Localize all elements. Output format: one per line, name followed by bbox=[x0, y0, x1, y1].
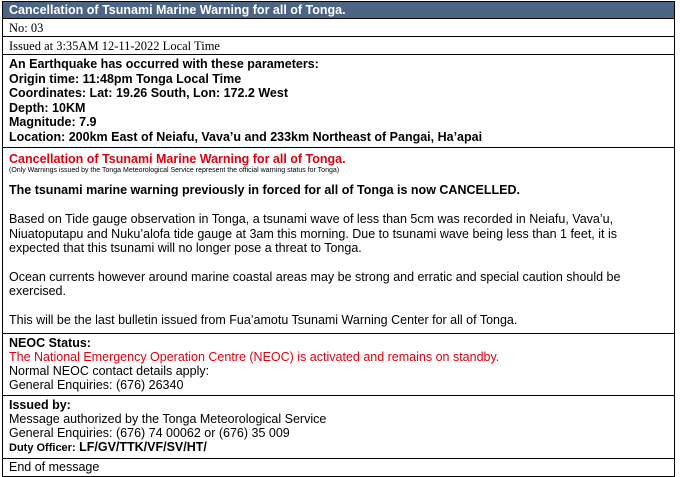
bulletin-header bbox=[3, 2, 674, 19]
neoc-status-text: The National Emergency Operation Centre (NEOC) is activated and remains on standby. bbox=[9, 350, 500, 364]
end-of-message-row bbox=[3, 459, 674, 476]
earthquake-intro: An Earthquake has occurred with these parameters: bbox=[9, 57, 319, 71]
warning-paragraph-observation: Based on Tide gauge observation in Tonga, a tsunami wave of less than 5cm was recorded in Neiafu, Vava’u, Niuatoputapu and Nuku’alofa tide gauge at 3am this morning. Due to tsunami wave being less than 1 feet, it is expected that this tsunami will no longer pose a threat to Tonga. bbox=[9, 212, 618, 255]
location: Location: 200km East of Neiafu, Vava’u and 233km Northeast of Pangai, Ha’apai bbox=[9, 129, 483, 144]
duty-officer-line bbox=[9, 440, 668, 455]
issued-at-row bbox=[3, 37, 674, 55]
issued-by-label: Issued by: bbox=[9, 398, 71, 412]
issued-by-enquiries: General Enquiries: (676) 74 00062 or (676) 35 009 bbox=[9, 426, 290, 440]
bulletin-header-title: Cancellation of Tsunami Marine Warning for all of Tonga. bbox=[9, 3, 346, 17]
neoc-status-label: NEOC Status: bbox=[9, 336, 91, 350]
earthquake-parameters bbox=[3, 55, 674, 148]
coordinates: Coordinates: Lat: 19.26 South, Lon: 172.2 West bbox=[9, 86, 288, 100]
depth: Depth: 10KM bbox=[9, 100, 86, 115]
warning-section bbox=[3, 148, 674, 334]
bulletin-document bbox=[2, 1, 675, 477]
neoc-status-section bbox=[3, 334, 674, 396]
issued-by-authorized: Message authorized by the Tonga Meteorological Service bbox=[9, 412, 327, 426]
warning-paragraph-currents: Ocean currents however around marine coastal areas may be strong and erratic and special caution should be exercised. bbox=[9, 269, 621, 298]
warning-paragraph-last-bulletin: This will be the last bulletin issued from Fua’amotu Tsunami Warning Center for all of Tonga. bbox=[9, 312, 518, 327]
end-of-message: End of message bbox=[9, 460, 100, 474]
warning-headline: The tsunami marine warning previously in forced for all of Tonga is now CANCELLED. bbox=[9, 183, 520, 197]
origin-time: Origin time: 11:48pm Tonga Local Time bbox=[9, 71, 242, 86]
bulletin-number: No: 03 bbox=[9, 21, 44, 35]
duty-officer-label: Duty Officer: bbox=[9, 442, 76, 454]
issued-at: Issued at 3:35AM 12-11-2022 Local Time bbox=[9, 39, 220, 53]
warning-note: (Only Warnings issued by the Tonga Meteorological Service represent the official warning status for Tonga) bbox=[9, 167, 340, 174]
neoc-contact-intro: Normal NEOC contact details apply: bbox=[9, 364, 210, 378]
neoc-enquiries: General Enquiries: (676) 26340 bbox=[9, 378, 184, 392]
bulletin-number-row bbox=[3, 19, 674, 37]
issued-by-section bbox=[3, 396, 674, 459]
warning-title: Cancellation of Tsunami Marine Warning for all of Tonga. bbox=[9, 152, 346, 166]
duty-officer-value: LF/GV/TTK/VF/SV/HT/ bbox=[75, 440, 207, 454]
magnitude: Magnitude: 7.9 bbox=[9, 115, 97, 129]
